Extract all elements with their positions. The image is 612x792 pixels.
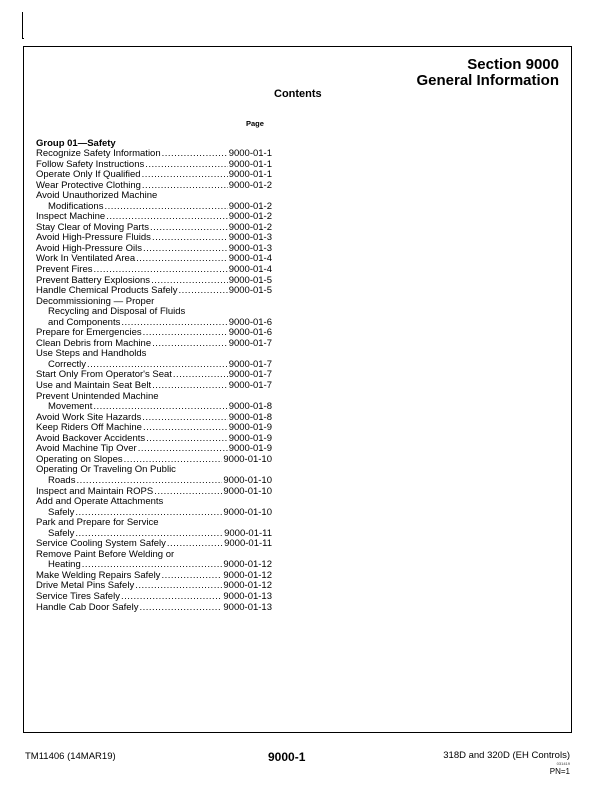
toc-entry-title: Movement <box>48 401 93 413</box>
toc-entry-page: 9000-01-11 <box>224 527 272 539</box>
toc-entry-title: Service Tires Safely <box>36 590 120 602</box>
toc-entry-title: Recycling and Disposal of Fluids <box>48 306 186 318</box>
group-heading: Group 01—Safety <box>36 138 116 149</box>
print-code: 031419 <box>556 761 570 766</box>
toc-entry-title: Service Cooling System Safely <box>36 538 166 550</box>
section-name: General Information <box>416 72 559 89</box>
toc-entry-title: Heating <box>48 559 81 571</box>
toc-entry-page: 9000-01-9 <box>228 443 272 455</box>
crop-mark <box>22 12 23 38</box>
toc-entry-title: Avoid Machine Tip Over <box>36 443 137 455</box>
toc-entry-page: 9000-01-2 <box>228 179 272 191</box>
toc-entry-page: 9000-01-4 <box>228 253 272 265</box>
toc-entry-title: Start Only From Operator's Seat <box>36 369 172 381</box>
dot-leader <box>162 149 228 160</box>
toc-entry-title: Decommissioning — Proper <box>36 295 155 307</box>
dot-leader <box>135 581 222 592</box>
toc-entry-title: Prevent Battery Explosions <box>36 274 151 286</box>
toc-entry-page: 9000-01-5 <box>228 285 272 297</box>
toc-entry[interactable] <box>36 149 272 160</box>
toc-entry-page: 9000-01-11 <box>224 538 272 550</box>
dot-leader <box>142 170 228 181</box>
toc-entry-title: Handle Chemical Products Safely <box>36 285 178 297</box>
dot-leader <box>76 476 222 487</box>
dot-leader <box>104 202 227 213</box>
toc-entry-page: 9000-01-10 <box>223 506 272 518</box>
toc-entry-page: 9000-01-8 <box>228 401 272 413</box>
section-title <box>416 57 559 89</box>
toc-entry-page: 9000-01-10 <box>223 485 272 497</box>
toc-entry-line <box>36 265 272 276</box>
dot-leader <box>152 381 228 392</box>
toc-entry-line <box>36 476 272 487</box>
dot-leader <box>143 328 228 339</box>
dot-leader <box>121 592 222 603</box>
toc-entry-page: 9000-01-1 <box>228 148 272 159</box>
dot-leader <box>143 244 228 255</box>
toc-entry[interactable] <box>36 550 272 571</box>
page-number: 9000-1 <box>268 750 306 764</box>
toc-entry-page: 9000-01-3 <box>228 232 272 244</box>
toc-entry-title: Use Steps and Handholds <box>36 348 147 360</box>
toc-entry-title: Keep Riders Off Machine <box>36 422 142 434</box>
dot-leader <box>94 265 228 276</box>
toc-entry[interactable] <box>36 265 272 276</box>
toc-entry-page: 9000-01-12 <box>223 559 272 571</box>
dot-leader <box>146 434 228 445</box>
toc-entry[interactable] <box>36 381 272 392</box>
toc-entry-title: Remove Paint Before Welding or <box>36 548 175 560</box>
toc-entry-page: 9000-01-7 <box>228 358 272 370</box>
toc-entry-title: Clean Debris from Machine <box>36 337 152 349</box>
dot-leader <box>152 233 228 244</box>
dot-leader <box>173 370 228 381</box>
toc-entry-page: 9000-01-7 <box>228 380 272 392</box>
toc-entry-title: and Components <box>48 316 121 328</box>
toc-entry[interactable] <box>36 297 272 329</box>
dot-leader <box>154 487 222 498</box>
toc-entry-page: 9000-01-2 <box>228 211 272 223</box>
table-of-contents <box>36 138 272 613</box>
toc-entry-title: Avoid Unauthorized Machine <box>36 190 158 202</box>
dot-leader <box>143 423 228 434</box>
toc-entry-page: 9000-01-9 <box>228 432 272 444</box>
toc-entry-page: 9000-01-9 <box>228 422 272 434</box>
toc-entry-title: Stay Clear of Moving Parts <box>36 221 149 233</box>
toc-entry-page: 9000-01-4 <box>228 264 272 276</box>
toc-entry-title: Handle Cab Door Safely <box>36 601 139 613</box>
toc-entry-line <box>36 592 272 603</box>
dot-leader <box>145 160 227 171</box>
section-number: Section 9000 <box>467 56 559 73</box>
toc-entry-page: 9000-01-2 <box>228 200 272 212</box>
toc-entry-title: Follow Safety Instructions <box>36 158 145 170</box>
toc-entry-title: Add and Operate Attachments <box>36 496 164 508</box>
page-column-label: Page <box>246 119 264 128</box>
toc-entry-line <box>36 149 272 160</box>
toc-entry-page: 9000-01-6 <box>228 316 272 328</box>
toc-entry-page: 9000-01-2 <box>228 221 272 233</box>
toc-entry-title: Prevent Fires <box>36 264 93 276</box>
model-name: 318D and 320D (EH Controls) <box>443 750 570 761</box>
toc-entry[interactable] <box>36 592 272 603</box>
toc-entry-page: 9000-01-3 <box>228 242 272 254</box>
toc-entry-title: Safely <box>48 527 75 539</box>
toc-entry-title: Wear Protective Clothing <box>36 179 141 191</box>
toc-entry-line <box>36 497 272 508</box>
toc-entry-title: Inspect Machine <box>36 211 106 223</box>
dot-leader <box>139 603 222 614</box>
dot-leader <box>167 539 223 550</box>
toc-entry-title: Prevent Unintended Machine <box>36 390 159 402</box>
toc-entry[interactable] <box>36 465 272 486</box>
toc-entry-page: 9000-01-10 <box>223 453 272 465</box>
toc-entry-title: Make Welding Repairs Safely <box>36 569 161 581</box>
toc-entry-title: Operating Or Traveling On Public <box>36 464 176 476</box>
toc-entry-page: 9000-01-10 <box>223 474 272 486</box>
toc-entry[interactable] <box>36 349 272 370</box>
toc-entry-page: 9000-01-6 <box>228 327 272 339</box>
toc-entry-title: Recognize Safety Information <box>36 148 161 159</box>
toc-entry-page: 9000-01-12 <box>223 580 272 592</box>
toc-entry-title: Avoid High-Pressure Fluids <box>36 232 151 244</box>
toc-entry-title: Avoid High-Pressure Oils <box>36 242 142 254</box>
toc-entry[interactable] <box>36 191 272 212</box>
pn-label: PN=1 <box>549 767 570 776</box>
toc-entry[interactable] <box>36 603 272 614</box>
toc-entry-page: 9000-01-8 <box>228 411 272 423</box>
toc-entry-page: 9000-01-5 <box>228 274 272 286</box>
toc-entry-title: Modifications <box>48 200 104 212</box>
toc-entry-page: 9000-01-7 <box>228 369 272 381</box>
toc-entry[interactable] <box>36 518 272 539</box>
toc-entry-line <box>36 603 272 614</box>
toc-entry-title: Correctly <box>48 358 87 370</box>
toc-entry-title: Work In Ventilated Area <box>36 253 136 265</box>
toc-entry-page: 9000-01-1 <box>228 169 272 181</box>
toc-entry-title: Use and Maintain Seat Belt <box>36 380 152 392</box>
toc-entry-title: Operating on Slopes <box>36 453 123 465</box>
footer-divider <box>23 732 571 733</box>
dot-leader <box>161 571 222 582</box>
manual-id: TM11406 (14MAR19) <box>25 751 116 762</box>
toc-entry-title: Inspect and Maintain ROPS <box>36 485 154 497</box>
toc-entry[interactable] <box>36 392 272 413</box>
toc-entry-title: Avoid Backover Accidents <box>36 432 146 444</box>
toc-entry-line <box>36 381 272 392</box>
toc-entry-page: 9000-01-13 <box>223 601 272 613</box>
contents-heading: Contents <box>274 88 322 100</box>
toc-entry-title: Park and Prepare for Service <box>36 517 159 529</box>
toc-entry-title: Drive Metal Pins Safely <box>36 580 135 592</box>
dot-leader <box>136 254 228 265</box>
toc-entry-page: 9000-01-7 <box>228 337 272 349</box>
toc-entry-page: 9000-01-12 <box>223 569 272 581</box>
toc-entry-title: Prepare for Emergencies <box>36 327 142 339</box>
dot-leader <box>138 444 228 455</box>
dot-leader <box>152 339 228 350</box>
toc-entry-title: Roads <box>48 474 76 486</box>
toc-entry-page: 9000-01-1 <box>228 158 272 170</box>
dot-leader <box>142 413 227 424</box>
dot-leader <box>179 286 228 297</box>
toc-entry-title: Avoid Work Site Hazards <box>36 411 142 423</box>
toc-entry[interactable] <box>36 497 272 518</box>
toc-entries <box>36 149 272 613</box>
toc-entry-page: 9000-01-13 <box>223 590 272 602</box>
dot-leader <box>150 223 228 234</box>
crop-mark <box>22 38 24 39</box>
toc-entry-title: Operate Only If Qualified <box>36 169 141 181</box>
toc-entry-title: Safely <box>48 506 75 518</box>
